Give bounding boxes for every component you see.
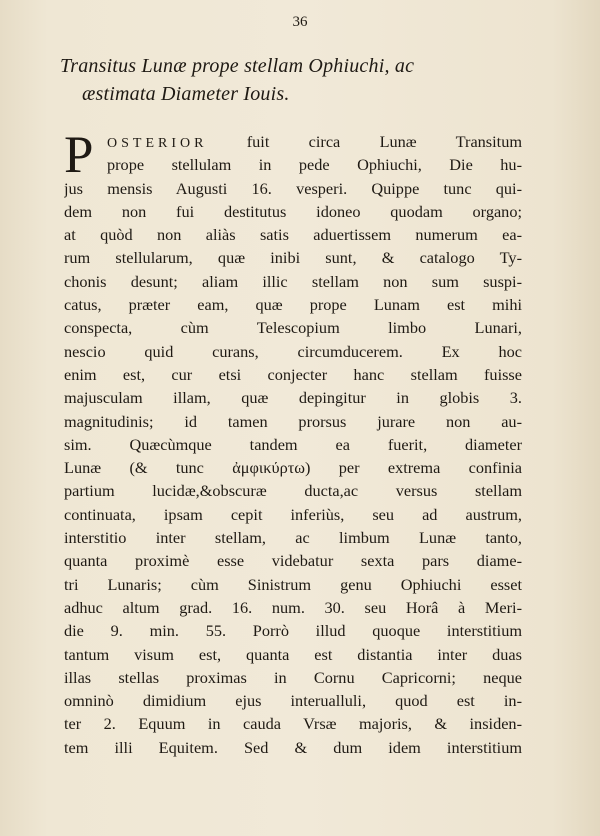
text-line: omninò dimidium ejus interualluli, quod est in- [64, 691, 522, 711]
text-line: ter 2. Equum in cauda Vrsæ majoris, & insiden- [64, 714, 522, 734]
text-line: majusculam illam, quæ depingitur in globis 3. [64, 388, 522, 408]
text-line: interstitio inter stellam, ac limbum Lunæ tanto, [64, 528, 522, 548]
body-text [64, 126, 522, 759]
text-line-content: fuit circa Lunæ Transitum [207, 132, 522, 151]
text-line: tem illi Equitem. Sed & dum idem interstitium [64, 737, 522, 757]
text-line: rum stellularum, quæ inibi sunt, & catalogo Ty- [64, 248, 522, 268]
text-line: prope stellulam in pede Ophiuchi, Die hu- [107, 155, 522, 175]
text-line: catus, præter eam, quæ prope Lunam est mihi [64, 295, 522, 315]
section-heading [60, 52, 530, 108]
drop-cap: P [64, 126, 94, 184]
text-line: tri Lunaris; cùm Sinistrum genu Ophiuchi esset [64, 574, 522, 594]
text-line [64, 130, 522, 153]
text-line: illas stellas proximas in Cornu Capricorni; neque [64, 667, 522, 687]
text-line: nescio quid curans, circumducerem. Ex hoc [64, 341, 522, 361]
opening-smallcaps: OSTERIOR [107, 136, 208, 151]
text-line: sim. Quæcùmque tandem ea fuerit, diameter [64, 434, 522, 454]
text-line: conspecta, cùm Telescopium limbo Lunari, [64, 318, 522, 338]
text-line: quanta proximè esse videbatur sexta pars diame- [64, 551, 522, 571]
text-line: adhuc altum grad. 16. num. 30. seu Horâ à Meri- [64, 597, 522, 617]
text-line: jus mensis Augusti 16. vesperi. Quippe tunc qui- [64, 178, 522, 198]
text-line: enim est, cur etsi conjecter hanc stellam fuisse [64, 364, 522, 384]
page-number: 36 [292, 14, 308, 30]
text-line: magnitudinis; id tamen prorsus jurare non au- [64, 411, 522, 431]
heading-line-2: æstimata Diameter Iouis. [82, 83, 290, 105]
text-line: dem non fui destitutus idoneo quodam organo; [64, 201, 522, 221]
text-line: chonis desunt; aliam illic stellam non sum suspi- [64, 271, 522, 291]
text-line: Lunæ (& tunc ἀμφικύρτω) per extrema confinia [64, 458, 522, 478]
text-line: tantum visum est, quanta est distantia inter duas [64, 644, 522, 664]
text-line: at quòd non aliàs satis aduertissem numerum ea- [64, 225, 522, 245]
text-line: continuata, ipsam cepit inferiùs, seu ad austrum, [64, 504, 522, 524]
text-line: die 9. min. 55. Porrò illud quoque interstitium [64, 621, 522, 641]
heading-line-1: Transitus Lunæ prope stellam Ophiuchi, ac [60, 55, 415, 77]
text-line: partium lucidæ,&obscuræ ducta,ac versus stellam [64, 481, 522, 501]
